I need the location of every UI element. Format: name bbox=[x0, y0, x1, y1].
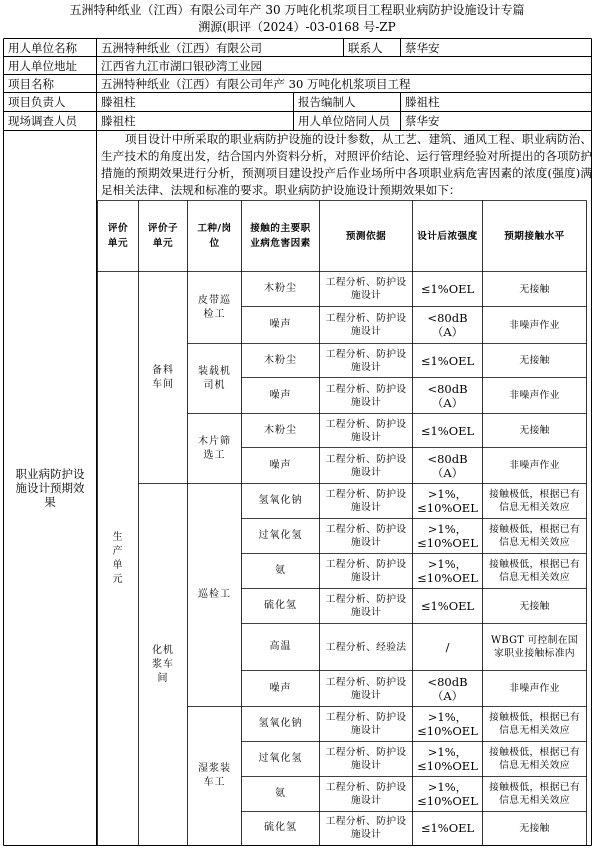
row-factor: 木粉尘 bbox=[264, 283, 297, 294]
row-concentration: ≤1%OEL bbox=[420, 821, 475, 835]
row-factor: 氨 bbox=[275, 788, 286, 799]
header-sub-unit: 评价子单元 bbox=[147, 223, 179, 249]
row-factor: 过氧化氢 bbox=[258, 753, 303, 764]
contact-label: 联系人 bbox=[348, 40, 383, 55]
row-basis: 工程分析、防护设施设计 bbox=[325, 277, 407, 301]
row-level: 接触极低，根据已有信息无相关效应 bbox=[489, 747, 580, 771]
header-basis: 预测依据 bbox=[345, 230, 387, 242]
manager-label: 项目负责人 bbox=[8, 95, 66, 109]
row-basis: 工程分析、防护设施设计 bbox=[325, 453, 407, 478]
row-concentration: >1%，≤10%OEL bbox=[417, 710, 478, 738]
row-basis: 工程分析、防护设施设计 bbox=[325, 383, 407, 408]
row-factor: 噪声 bbox=[269, 319, 292, 330]
row-level: 非噪声作业 bbox=[509, 683, 560, 694]
row-basis: 工程分析、防护设施设计 bbox=[325, 594, 407, 618]
row-basis: 工程分析、防护设施设计 bbox=[325, 489, 407, 513]
row-concentration: <80dB（A） bbox=[427, 311, 468, 339]
row-level: 无接触 bbox=[519, 600, 550, 612]
escort-value: 蔡华安 bbox=[405, 114, 440, 128]
employer-value: 五洲特种纸业（江西）有限公司 bbox=[101, 40, 262, 55]
header-job: 工种/岗位 bbox=[197, 223, 232, 249]
row-basis: 工程分析、防护设施设计 bbox=[325, 782, 407, 806]
header-level: 预期接触水平 bbox=[504, 230, 565, 242]
row-factor: 氢氧化钠 bbox=[258, 718, 303, 729]
row-concentration: ≤1%OEL bbox=[420, 423, 475, 438]
project-label: 项目名称 bbox=[8, 76, 54, 91]
row-factor: 木粉尘 bbox=[264, 354, 297, 366]
row-factor: 噪声 bbox=[269, 682, 292, 694]
row-level: 无接触 bbox=[519, 425, 550, 436]
job-wet-pulp-loader: 湿浆装车工 bbox=[198, 763, 231, 788]
sub-unit-pulp: 化机浆车间 bbox=[152, 644, 174, 684]
row-basis: 工程分析、防护设施设计 bbox=[325, 676, 407, 701]
row-basis: 工程分析、防护设施设计 bbox=[325, 559, 407, 583]
row-concentration: >1%，≤10%OEL bbox=[417, 780, 478, 808]
row-level: 接触极低，根据已有信息无相关效应 bbox=[489, 712, 580, 736]
report-label: 报告编制人 bbox=[298, 95, 356, 109]
manager-value: 滕祖柱 bbox=[101, 95, 136, 109]
row-concentration: >1%，≤10%OEL bbox=[417, 745, 478, 773]
row-concentration: <80dB（A） bbox=[427, 674, 468, 703]
row-level: WBGT 可控制在国家职业接触标准内 bbox=[491, 635, 578, 659]
row-level: 接触极低，根据已有信息无相关效应 bbox=[489, 782, 580, 806]
row-basis: 工程分析、防护设施设计 bbox=[325, 712, 407, 736]
row-concentration: ≤1%OEL bbox=[420, 599, 475, 613]
row-factor: 高温 bbox=[269, 641, 292, 652]
title-line-2: 溯源(职评（2024）-03-0168 号-ZP bbox=[198, 20, 396, 34]
row-basis: 工程分析、防护设施设计 bbox=[325, 524, 407, 548]
row-concentration: <80dB（A） bbox=[427, 451, 468, 480]
row-factor: 过氧化氢 bbox=[258, 530, 303, 541]
address-value: 江西省九江市湖口银砂湾工业园 bbox=[101, 58, 262, 73]
survey-label: 现场调查人员 bbox=[8, 114, 77, 128]
project-value: 五洲特种纸业（江西）有限公司年产 30 万吨化机浆项目工程 bbox=[101, 76, 411, 91]
row-concentration: <80dB（A） bbox=[427, 381, 468, 410]
row-level: 非噪声作业 bbox=[509, 319, 560, 331]
row-basis: 工程分析、防护设施设计 bbox=[325, 313, 407, 337]
row-factor: 氨 bbox=[275, 565, 286, 576]
row-level: 无接触 bbox=[519, 822, 550, 834]
row-level: 无接触 bbox=[519, 283, 550, 295]
row-concentration: / bbox=[445, 640, 450, 654]
row-concentration: >1%，≤10%OEL bbox=[417, 487, 478, 515]
row-level: 非噪声作业 bbox=[509, 390, 560, 401]
row-basis: 工程分析、防护设施设计 bbox=[325, 816, 407, 840]
job-patrol-inspector: 巡检工 bbox=[198, 589, 231, 600]
row-concentration: >1%，≤10%OEL bbox=[417, 557, 478, 585]
row-level: 接触极低，根据已有信息无相关效应 bbox=[489, 489, 580, 513]
header-factor: 接触的主要职业病危害因素 bbox=[250, 223, 311, 249]
job-chip-screener: 木片筛选工 bbox=[198, 435, 231, 461]
row-level: 接触极低，根据已有信息无相关效应 bbox=[489, 559, 580, 583]
row-level: 非噪声作业 bbox=[509, 460, 560, 471]
escort-label: 用人单位陪同人员 bbox=[298, 114, 390, 128]
row-factor: 氢氧化钠 bbox=[258, 495, 303, 506]
row-factor: 噪声 bbox=[269, 459, 292, 471]
header-concentration: 设计后浓强度 bbox=[417, 230, 478, 242]
employer-label: 用人单位名称 bbox=[8, 40, 77, 55]
row-level: 接触极低，根据已有信息无相关效应 bbox=[489, 524, 580, 548]
report-value: 滕祖柱 bbox=[405, 95, 440, 109]
survey-value: 滕祖柱 bbox=[101, 114, 136, 128]
row-factor: 硫化氢 bbox=[264, 822, 297, 833]
row-basis: 工程分析、防护设施设计 bbox=[325, 348, 407, 373]
job-loader-driver: 装载机司机 bbox=[198, 365, 231, 391]
address-label: 用人单位地址 bbox=[8, 58, 77, 73]
row-level: 无接触 bbox=[519, 355, 550, 366]
unit-production: 生产单元 bbox=[112, 531, 124, 585]
job-belt-inspector: 皮带巡检工 bbox=[198, 294, 231, 320]
row-basis: 工程分析、经验法 bbox=[325, 641, 407, 653]
row-concentration: ≤1%OEL bbox=[420, 353, 475, 368]
row-basis: 工程分析、防护设施设计 bbox=[325, 418, 407, 443]
header-eval-unit: 评价单元 bbox=[107, 223, 129, 249]
row-factor: 噪声 bbox=[269, 389, 292, 401]
row-factor: 木粉尘 bbox=[264, 424, 297, 436]
section-label: 职业病防护设施设计预期效果 bbox=[15, 467, 85, 509]
row-basis: 工程分析、防护设施设计 bbox=[325, 747, 407, 771]
sub-unit-prep: 备料车间 bbox=[152, 364, 174, 390]
row-concentration: >1%，≤10%OEL bbox=[417, 522, 478, 550]
title-line-1: 五洲特种纸业（江西）有限公司年产 30 万吨化机浆项目工程职业病防护设施设计专篇 bbox=[69, 3, 525, 17]
row-factor: 硫化氢 bbox=[264, 600, 297, 611]
intro-paragraph: 项目设计中所采取的职业病防护设施的设计参数，从工艺、建筑、通风工程、职业病防治、生产技术的角度出发，结合国内外资料分析，对照评价结论、运行管理经验对所提出的各项防护措施的预期效果进行分析，预测项目建设投产后作业场所中各项职业病危害因素的浓度(强度)满足相关法律、法规和标准的要求。职业病防护设施设计预期效果如下： bbox=[101, 132, 592, 197]
contact-value: 蔡华安 bbox=[405, 40, 440, 55]
row-concentration: ≤1%OEL bbox=[420, 282, 475, 296]
